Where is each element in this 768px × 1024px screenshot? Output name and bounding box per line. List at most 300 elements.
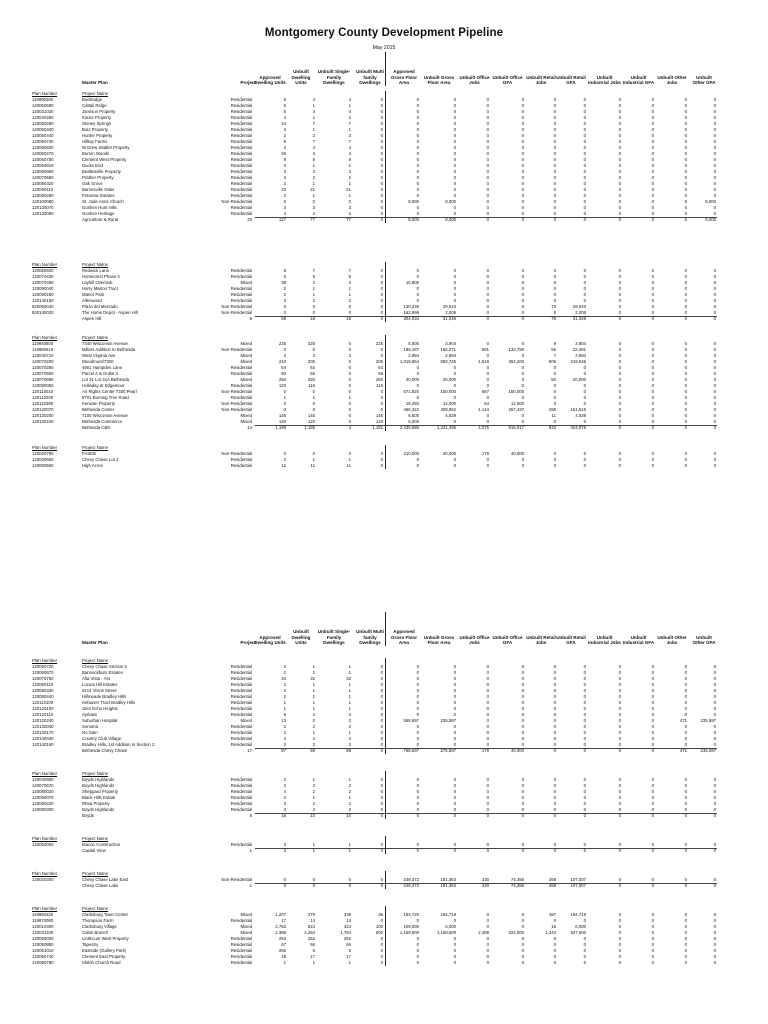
table-cell: 0: [416, 169, 419, 174]
table-cell: 0: [486, 688, 489, 693]
table-cell: 0: [348, 389, 351, 394]
table-cell: 13: [281, 718, 286, 723]
table-cell: 0: [380, 664, 383, 669]
table-cell: 0: [486, 783, 489, 788]
table-cell: 330: [481, 877, 489, 882]
plan-number: 120050560: [32, 463, 54, 468]
table-cell: 250: [375, 377, 383, 382]
table-cell: 0: [486, 463, 489, 468]
column-header-unbuilt-gfa: Unbuilt Gross Floor Area: [423, 74, 455, 86]
table-cell: 2: [312, 280, 315, 285]
table-cell: 0: [651, 960, 654, 965]
project-type: Residential: [230, 109, 252, 114]
table-cell: 0: [312, 310, 315, 315]
table-cell: 0: [521, 316, 524, 321]
table-cell: 1: [312, 842, 315, 847]
table-cell: 77: [310, 217, 315, 222]
table-cell: 0: [713, 127, 716, 132]
table-cell: 0: [618, 413, 621, 418]
table-cell: 14: [281, 121, 286, 126]
table-cell: 0: [486, 419, 489, 424]
project-name-label: Project Name: [82, 91, 109, 96]
project-type: Residential: [230, 115, 252, 120]
table-cell: 0: [553, 145, 556, 150]
table-cell: 0: [618, 700, 621, 705]
project-type: Residential: [230, 730, 252, 735]
project-name: Kenwan Property: [82, 401, 115, 406]
table-cell: 1: [348, 163, 351, 168]
table-cell: 0: [521, 742, 524, 747]
table-cell: 0: [553, 193, 556, 198]
table-cell: 0: [486, 193, 489, 198]
table-cell: 0: [618, 304, 621, 309]
project-type: Mixed: [240, 930, 252, 935]
table-cell: 162,998: [403, 310, 419, 315]
table-cell: 0: [713, 181, 716, 186]
project-name: Suburban Hospital: [82, 718, 118, 723]
column-header-approved-gfa: Approved Gross Floor Area: [390, 69, 418, 86]
table-cell: 0: [553, 181, 556, 186]
table-cell: 0: [553, 706, 556, 711]
table-cell: 1: [312, 706, 315, 711]
table-cell: 1: [283, 706, 286, 711]
table-cell: 18: [346, 316, 351, 321]
table-cell: 471: [679, 718, 687, 723]
table-cell: 0: [618, 912, 621, 917]
table-cell: 0: [453, 813, 456, 818]
table-cell: 0: [380, 407, 383, 412]
project-type: Residential: [230, 163, 252, 168]
table-cell: 0: [713, 383, 716, 388]
table-cell: 1,207: [275, 912, 286, 917]
project-type: Residential: [230, 918, 252, 923]
table-cell: 0: [486, 936, 489, 941]
table-cell: 0: [651, 718, 654, 723]
project-name: 7100 Wisconsin Avenue: [82, 413, 128, 418]
table-cell: 194,719: [570, 912, 586, 917]
table-cell: 5,500: [408, 341, 419, 346]
table-cell: 8,000: [705, 199, 716, 204]
table-cell: 0: [618, 377, 621, 382]
table-cell: 0: [453, 848, 456, 853]
table-cell: 0: [618, 924, 621, 929]
table-cell: 0: [380, 918, 383, 923]
table-cell: 0: [618, 670, 621, 675]
table-cell: 32: [346, 676, 351, 681]
table-cell: 0: [684, 694, 687, 699]
table-cell: 248,372: [403, 877, 419, 882]
table-cell: 0: [416, 181, 419, 186]
table-cell: 54: [484, 401, 489, 406]
table-cell: 0: [521, 736, 524, 741]
table-cell: 16: [281, 813, 286, 818]
table-cell: 5: [684, 199, 687, 204]
table-cell: 1: [312, 457, 315, 462]
table-cell: 235,597: [440, 718, 456, 723]
master-plan-name: Chevy Chase Lake: [82, 883, 119, 888]
project-name: 7340 Wisconsin Avenue: [82, 341, 128, 346]
table-cell: 31,049: [442, 316, 456, 321]
plan-number: 120060780: [32, 960, 54, 965]
table-cell: 0: [618, 419, 621, 424]
table-cell: 0: [651, 181, 654, 186]
table-cell: 0: [521, 310, 524, 315]
table-cell: 0: [453, 419, 456, 424]
table-cell: 1: [312, 795, 315, 800]
plan-number: 120050600: [32, 268, 54, 273]
table-cell: 0: [618, 109, 621, 114]
table-cell: 0: [684, 187, 687, 192]
plan-number: 120090070: [32, 795, 54, 800]
table-cell: 0: [380, 848, 383, 853]
table-cell: 0: [618, 298, 621, 303]
table-cell: 0: [486, 718, 489, 723]
table-cell: 0: [651, 298, 654, 303]
table-cell: 0: [380, 954, 383, 959]
table-cell: 50: [551, 377, 556, 382]
table-cell: 0: [416, 145, 419, 150]
table-cell: 0: [713, 292, 716, 297]
table-cell: 0: [684, 316, 687, 321]
table-cell: 0: [583, 274, 586, 279]
table-cell: 0: [453, 960, 456, 965]
plan-number: 120120070: [32, 407, 54, 412]
table-cell: 0: [553, 365, 556, 370]
project-type: Residential: [230, 706, 252, 711]
table-cell: 304,034: [403, 316, 419, 321]
table-cell: 0: [521, 801, 524, 806]
project-type: Residential: [230, 292, 252, 297]
table-cell: 0: [521, 724, 524, 729]
table-cell: 0: [453, 139, 456, 144]
table-cell: 622,000: [508, 930, 524, 935]
table-cell: 0: [453, 205, 456, 210]
table-cell: 268: [548, 883, 556, 888]
project-type: Residential: [230, 457, 252, 462]
table-cell: 0: [713, 115, 716, 120]
table-cell: 0: [583, 848, 586, 853]
table-cell: 0: [713, 395, 716, 400]
master-plan-name: Bethesda Chevy Chase: [82, 748, 128, 753]
plan-number: 119950420: [32, 912, 54, 917]
multi-family-column-rule: [385, 848, 386, 854]
table-cell: 1: [283, 395, 286, 400]
table-cell: 0: [486, 211, 489, 216]
table-cell: 0: [521, 157, 524, 162]
project-type: Mixed: [240, 280, 252, 285]
table-cell: 3: [283, 175, 286, 180]
table-cell: 0: [713, 211, 716, 216]
table-cell: 0: [583, 795, 586, 800]
table-cell: 0: [583, 736, 586, 741]
table-cell: 7: [348, 268, 351, 273]
table-cell: 0: [553, 848, 556, 853]
table-cell: 0: [618, 383, 621, 388]
table-cell: 4,075: [478, 425, 489, 430]
plan-number: 120130040: [32, 724, 54, 729]
multi-family-column-rule: [385, 883, 386, 889]
table-cell: 2: [283, 694, 286, 699]
table-cell: 0: [651, 304, 654, 309]
table-cell: 0: [380, 748, 383, 753]
table-cell: 0: [553, 789, 556, 794]
table-cell: 0: [651, 700, 654, 705]
report-title: Montgomery County Development Pipeline: [264, 27, 504, 39]
table-cell: 189,187: [403, 347, 419, 352]
project-name: Ayrlawn: [82, 712, 98, 717]
table-cell: 0: [618, 451, 621, 456]
table-cell: 0: [651, 936, 654, 941]
table-cell: 0: [416, 286, 419, 291]
table-cell: 0: [312, 877, 315, 882]
table-cell: 0: [380, 795, 383, 800]
table-cell: 0: [583, 151, 586, 156]
plan-number: 120130200: [32, 413, 54, 418]
table-cell: 0: [380, 157, 383, 162]
table-cell: 0: [416, 274, 419, 279]
table-cell: 0: [380, 274, 383, 279]
table-cell: 0: [521, 960, 524, 965]
table-cell: 0: [713, 371, 716, 376]
table-cell: 0: [453, 121, 456, 126]
project-name: West Virginia Ave: [82, 353, 116, 358]
table-cell: 40,000: [510, 748, 524, 753]
table-cell: 0: [583, 700, 586, 705]
plan-number-label: Plan Number: [32, 658, 58, 663]
project-type: Residential: [230, 157, 252, 162]
table-cell: 0: [684, 268, 687, 273]
project-name: Butz Property: [82, 127, 109, 132]
table-cell: 0: [521, 377, 524, 382]
table-cell: 225: [278, 341, 286, 346]
table-cell: 2: [348, 789, 351, 794]
table-cell: 0: [684, 97, 687, 102]
table-cell: 0: [618, 664, 621, 669]
master-plan-name: Bethesda CBD: [82, 425, 111, 430]
table-cell: 0: [453, 676, 456, 681]
table-cell: 0: [651, 97, 654, 102]
plan-number: 120050740: [32, 139, 54, 144]
table-cell: 0: [380, 736, 383, 741]
plan-number-label: Plan Number: [32, 871, 58, 876]
table-cell: 0: [486, 286, 489, 291]
table-cell: 0: [486, 199, 489, 204]
table-cell: 1: [348, 777, 351, 782]
table-cell: 0: [486, 676, 489, 681]
table-cell: 8,000: [408, 217, 419, 222]
table-cell: 2: [312, 801, 315, 806]
table-cell: 330: [481, 883, 489, 888]
table-cell: 0: [618, 365, 621, 370]
table-cell: 2: [348, 736, 351, 741]
plan-number-label: Plan Number: [32, 771, 58, 776]
table-cell: 0: [486, 960, 489, 965]
plan-number: 120080050: [32, 383, 54, 388]
project-name: Woodmont/7300: [82, 359, 114, 364]
table-cell: 3,904: [575, 341, 586, 346]
table-cell: 0: [521, 948, 524, 953]
table-cell: 59: [310, 748, 315, 753]
table-cell: 8: [283, 139, 286, 144]
table-cell: 0: [380, 103, 383, 108]
project-type: Residential: [230, 954, 252, 959]
project-name: Sheppard Property: [82, 789, 119, 794]
table-cell: 3: [312, 353, 315, 358]
table-cell: 178: [481, 748, 489, 753]
table-cell: 0: [486, 121, 489, 126]
table-cell: 4: [283, 115, 286, 120]
table-cell: 0: [553, 151, 556, 156]
table-cell: 0: [348, 413, 351, 418]
table-cell: 22,481: [572, 347, 586, 352]
table-cell: 0: [684, 310, 687, 315]
table-cell: 0: [713, 347, 716, 352]
table-cell: 2: [348, 801, 351, 806]
table-cell: 0: [651, 274, 654, 279]
table-cell: 0: [416, 700, 419, 705]
table-cell: 0: [521, 286, 524, 291]
multi-family-column-rule: [385, 425, 386, 431]
table-cell: 0: [618, 187, 621, 192]
table-cell: 0: [453, 948, 456, 953]
table-cell: 0: [651, 151, 654, 156]
column-header-unbuilt-dwelling-units: Unbuilt Dwelling Units: [291, 69, 311, 86]
table-cell: 2: [283, 193, 286, 198]
table-cell: 1: [312, 700, 315, 705]
table-cell: 0: [486, 187, 489, 192]
table-cell: 0: [521, 918, 524, 923]
table-cell: 0: [713, 795, 716, 800]
master-plan-name: Aspen Hill: [82, 316, 102, 321]
table-cell: 194,720: [403, 912, 419, 917]
table-cell: 0: [521, 807, 524, 812]
column-header-unbuilt-dwelling-units: Unbuilt Dwelling Units: [291, 629, 311, 646]
table-cell: 59: [346, 748, 351, 753]
table-cell: 0: [453, 371, 456, 376]
table-cell: 0: [380, 706, 383, 711]
table-cell: 0: [583, 706, 586, 711]
table-cell: 0: [583, 169, 586, 174]
plan-number: 120050830: [32, 145, 54, 150]
table-cell: 0: [651, 912, 654, 917]
table-cell: 1: [348, 700, 351, 705]
table-cell: 6,500: [408, 413, 419, 418]
table-cell: 0: [380, 724, 383, 729]
table-cell: 0: [553, 187, 556, 192]
table-cell: 275,597: [440, 748, 456, 753]
table-cell: 916,517: [508, 425, 524, 430]
table-cell: 0: [651, 109, 654, 114]
table-cell: 0: [713, 682, 716, 687]
plan-number: 119980510: [32, 347, 54, 352]
project-type: Residential: [230, 139, 252, 144]
project-name: Linthicum West Property: [82, 936, 129, 941]
table-cell: 38: [281, 280, 286, 285]
table-cell: 2: [312, 133, 315, 138]
table-cell: 0: [684, 280, 687, 285]
table-cell: 2,006: [575, 310, 586, 315]
table-cell: 0: [583, 109, 586, 114]
table-cell: 1,185: [304, 425, 315, 430]
table-cell: 17: [281, 918, 286, 923]
table-cell: 4: [348, 109, 351, 114]
table-cell: 2: [348, 712, 351, 717]
table-cell: 5: [283, 109, 286, 114]
table-cell: 0: [684, 419, 687, 424]
table-cell: 6: [283, 274, 286, 279]
table-cell: 0: [618, 742, 621, 747]
table-cell: 14: [346, 918, 351, 923]
table-cell: 0: [453, 211, 456, 216]
table-cell: 0: [453, 463, 456, 468]
table-cell: 2: [312, 724, 315, 729]
table-cell: 0: [416, 942, 419, 947]
table-cell: 0: [713, 401, 716, 406]
table-cell: 0: [453, 842, 456, 847]
table-cell: 2,006: [445, 310, 456, 315]
table-cell: 0: [453, 736, 456, 741]
table-cell: 0: [486, 948, 489, 953]
table-cell: 210,000: [403, 451, 419, 456]
table-cell: 0: [380, 688, 383, 693]
table-cell: 225: [307, 341, 315, 346]
table-cell: 0: [583, 175, 586, 180]
table-cell: 145: [278, 413, 286, 418]
table-cell: 0: [521, 187, 524, 192]
table-cell: 0: [713, 930, 716, 935]
project-count: 1: [249, 883, 252, 888]
project-type: Residential: [230, 936, 252, 941]
table-cell: 0: [453, 133, 456, 138]
project-name: Locust Hill Estates: [82, 682, 118, 687]
table-cell: 0: [380, 395, 383, 400]
table-cell: 0: [521, 924, 524, 929]
table-cell: 0: [651, 187, 654, 192]
table-cell: 0: [380, 205, 383, 210]
table-cell: 1: [348, 292, 351, 297]
table-cell: 10,800: [405, 280, 419, 285]
plan-number: 120050050: [32, 842, 54, 847]
table-cell: 0: [684, 813, 687, 818]
table-cell: 181,363: [440, 877, 456, 882]
table-cell: 0: [618, 883, 621, 888]
table-cell: 0: [713, 187, 716, 192]
table-cell: 16: [551, 924, 556, 929]
table-cell: 0: [583, 664, 586, 669]
table-cell: 0: [651, 193, 654, 198]
section-total-row: [0, 316, 768, 322]
plan-number: 120110010: [32, 389, 54, 394]
table-cell: 0: [713, 730, 716, 735]
table-cell: 0: [618, 724, 621, 729]
project-type: Residential: [230, 268, 252, 273]
table-cell: 0: [684, 383, 687, 388]
project-type: Residential: [230, 211, 252, 216]
table-cell: 0: [553, 688, 556, 693]
table-cell: 0: [684, 948, 687, 953]
table-cell: 0: [416, 157, 419, 162]
table-cell: 0: [583, 807, 586, 812]
table-cell: 0: [684, 103, 687, 108]
table-cell: 0: [651, 175, 654, 180]
table-cell: 252: [343, 936, 351, 941]
table-cell: 0: [416, 292, 419, 297]
table-cell: 0: [618, 205, 621, 210]
table-cell: 0: [380, 151, 383, 156]
table-cell: 0: [416, 948, 419, 953]
table-cell: 1: [312, 682, 315, 687]
table-cell: 0: [486, 371, 489, 376]
